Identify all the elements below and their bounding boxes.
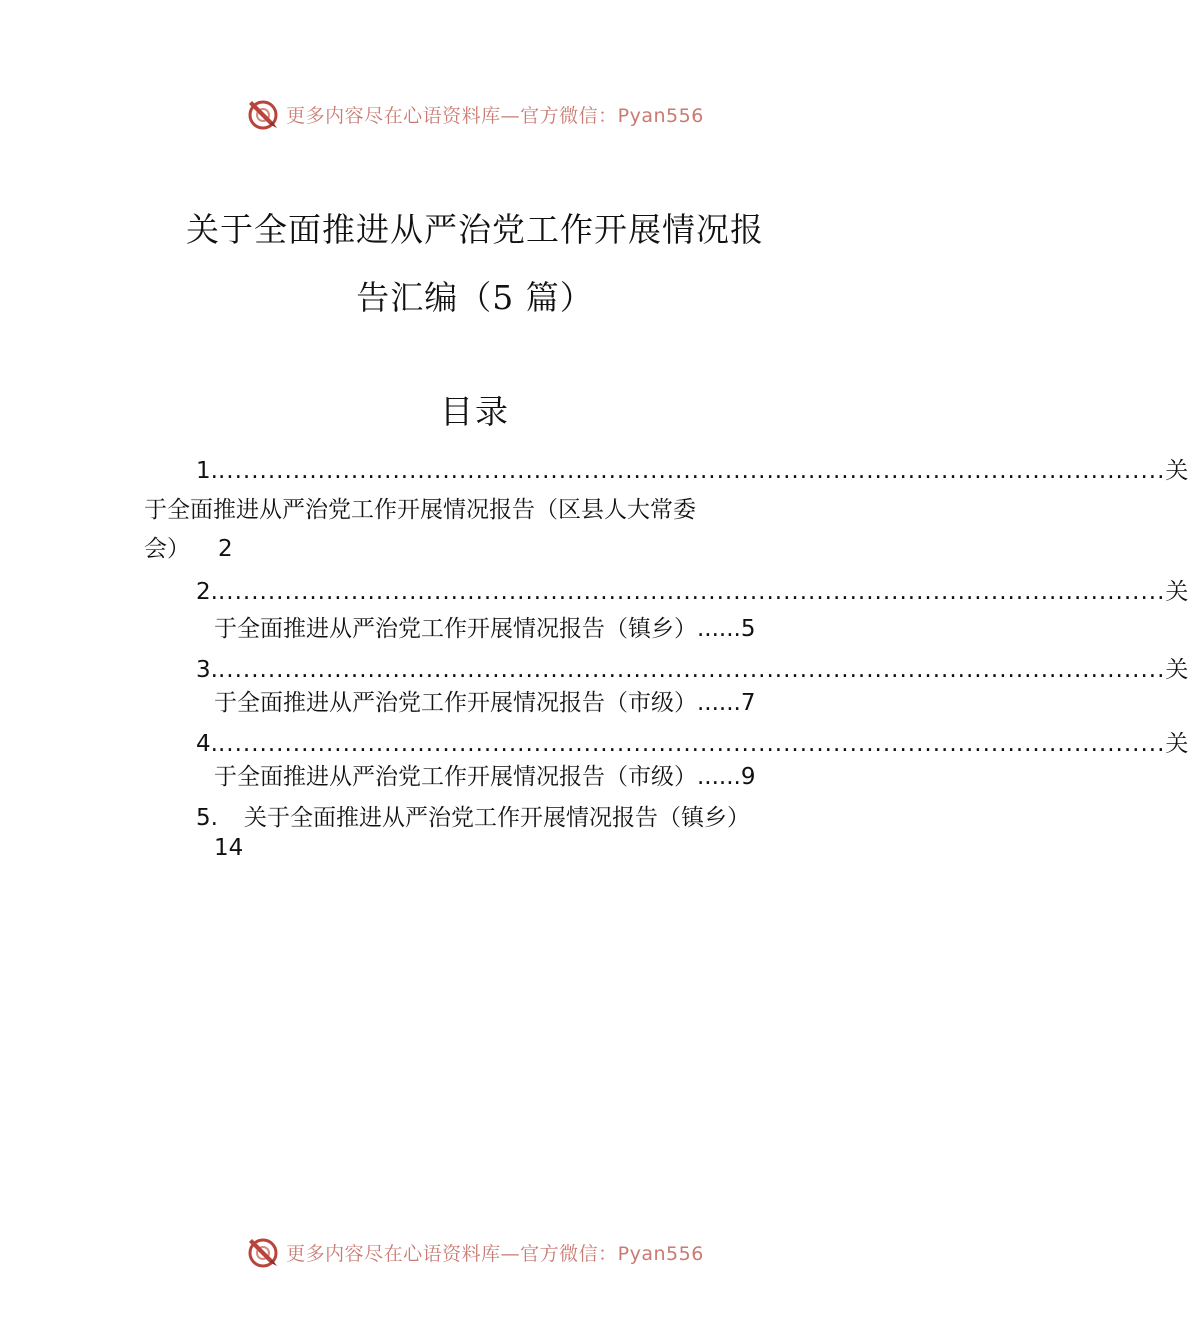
banner-wechat-id: Pyan556 — [617, 104, 704, 127]
banner-caption: 更多内容尽在心语资料库—官方微信： — [286, 1242, 618, 1265]
toc-item-2-text-row[interactable] — [214, 614, 756, 644]
toc-item-1-lead: 关 — [1165, 458, 1188, 484]
banner-text — [286, 101, 704, 128]
toc-item-3-lead: 关 — [1165, 657, 1188, 683]
toc-item-3-page: 7 — [740, 690, 756, 716]
toc-item-4-number: 4. — [196, 731, 218, 757]
toc-item-3-text: 于全面推进从严治党工作开展情况报告（市级）...... — [214, 690, 741, 716]
banner-caption: 更多内容尽在心语资料库—官方微信： — [286, 104, 618, 127]
banner-text — [286, 1239, 704, 1266]
toc-item-3-text-row[interactable] — [214, 688, 756, 718]
pen-logo-icon — [246, 1235, 280, 1269]
toc-item-1-text-cont[interactable] — [144, 534, 233, 564]
toc-item-4-page: 9 — [740, 764, 756, 790]
footer-banner — [0, 1232, 950, 1272]
toc-item-3-dots: .................................................................................................................. — [217, 657, 1166, 683]
toc-item-5-page[interactable]: 14 — [214, 835, 244, 861]
toc-item-4-leader[interactable] — [196, 729, 1188, 759]
toc-item-1-leader[interactable] — [196, 456, 1188, 486]
header-banner — [0, 94, 950, 134]
toc-item-2-lead: 关 — [1165, 579, 1188, 605]
toc-item-1-page: 2 — [218, 536, 233, 562]
pen-logo-icon — [246, 97, 280, 131]
toc-item-1-number: 1. — [196, 458, 218, 484]
toc-item-2-leader[interactable] — [196, 577, 1188, 607]
banner-wechat-id: Pyan556 — [617, 1242, 704, 1265]
toc-item-5-number: 5. — [196, 805, 218, 831]
toc-item-4-text: 于全面推进从严治党工作开展情况报告（市级）...... — [214, 764, 741, 790]
document-title-line2: 告汇编（5 篇） — [356, 278, 594, 317]
document-title-line1: 关于全面推进从严治党工作开展情况报 — [186, 210, 764, 249]
toc-heading: 目录 — [440, 392, 510, 431]
toc-item-2-text: 于全面推进从严治党工作开展情况报告（镇乡）...... — [214, 616, 741, 642]
toc-item-4-lead: 关 — [1165, 731, 1188, 757]
toc-item-2-number: 2. — [196, 579, 218, 605]
toc-item-1-dots: .................................................................................................................. — [217, 458, 1166, 484]
toc-item-5-row[interactable] — [196, 803, 750, 833]
toc-item-4-dots: .................................................................................................................. — [217, 731, 1166, 757]
toc-item-5-text: 关于全面推进从严治党工作开展情况报告（镇乡） — [243, 805, 750, 831]
toc-item-1-text[interactable]: 于全面推进从严治党工作开展情况报告（区县人大常委 — [144, 497, 696, 523]
toc-item-2-page: 5 — [740, 616, 756, 642]
toc-item-3-number: 3. — [196, 657, 218, 683]
toc-item-3-leader[interactable] — [196, 655, 1188, 685]
toc-item-2-dots: .................................................................................................................. — [217, 579, 1166, 605]
toc-item-4-text-row[interactable] — [214, 762, 756, 792]
toc-item-1-text2: 会） — [144, 536, 190, 562]
